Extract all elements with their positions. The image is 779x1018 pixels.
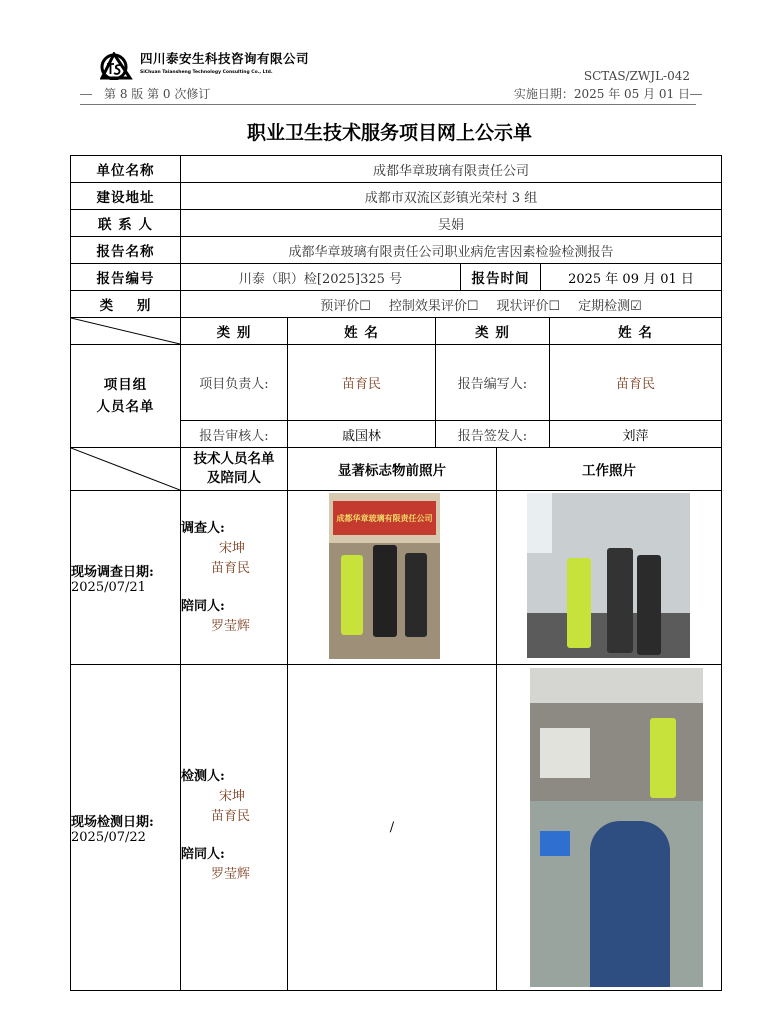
report-name-label: 报告名称 <box>70 236 181 264</box>
investigator: 宋坤 <box>219 541 246 556</box>
detect-staff-cell <box>180 664 288 991</box>
contact-value: 吴娟 <box>180 209 722 237</box>
leader-label: 项目负责人: <box>180 344 288 421</box>
category-options <box>180 290 722 318</box>
person <box>637 555 661 655</box>
category-pre-evaluation[interactable]: 预评价☐ <box>320 298 371 314</box>
sign-photo-header: 显著标志物前照片 <box>287 447 497 491</box>
detect-date-cell <box>70 664 181 991</box>
diagonal-cell <box>70 317 181 345</box>
category-label: 类 别 <box>70 290 181 318</box>
reviewer-label: 报告审核人: <box>180 420 288 448</box>
signer-label: 报告签发人: <box>435 420 550 448</box>
category-control-effect[interactable]: 控制效果评价☐ <box>388 298 479 314</box>
survey-date-label: 现场调查日期: <box>71 564 154 580</box>
work-photo <box>527 493 690 658</box>
signer-name: 刘萍 <box>549 420 722 448</box>
staff-col-header: 技术人员名单 及陪同人 <box>180 447 288 491</box>
detector: 宋坤 <box>219 789 246 804</box>
contact-label: 联 系 人 <box>70 209 181 237</box>
investigator: 苗育民 <box>211 561 251 576</box>
unit-value: 成都华章玻璃有限责任公司 <box>180 155 722 183</box>
report-name-value: 成都华章玻璃有限责任公司职业病危害因素检验检测报告 <box>180 236 722 264</box>
person <box>607 548 633 653</box>
report-time-value: 2025 年 09 月 01 日 <box>540 263 722 291</box>
company-sign: 成都华章玻璃有限责任公司 <box>333 501 436 535</box>
report-no-label: 报告编号 <box>70 263 181 291</box>
address-label: 建设地址 <box>70 182 181 210</box>
sign-photo <box>329 493 440 659</box>
accompany-label: 陪同人: <box>181 847 225 862</box>
address-value: 成都市双流区彭镇光荣村 3 组 <box>180 182 722 210</box>
document-code: SCTAS/ZWJL-042 <box>583 69 690 83</box>
company-name: 四川泰安生科技咨询有限公司 <box>140 51 310 66</box>
detector: 苗育民 <box>211 809 251 824</box>
category-periodic-detection[interactable]: 定期检测☑ <box>578 298 642 314</box>
person <box>341 555 363 635</box>
category-status-evaluation[interactable]: 现状评价☐ <box>496 298 561 314</box>
survey-staff-cell <box>180 490 288 665</box>
team-col-name: 姓 名 <box>549 317 722 345</box>
team-col-type: 类 别 <box>435 317 550 345</box>
accompany-person: 罗莹辉 <box>211 619 251 634</box>
person <box>373 545 397 637</box>
company-english-name: SiChuan Taiansheng Technology Consulting Co., Ltd. <box>140 70 273 75</box>
report-no-value: 川泰（职）检[2025]325 号 <box>180 263 461 291</box>
detect-sign-photo-cell: / <box>287 664 497 991</box>
detector-device <box>540 831 570 856</box>
survey-date-cell <box>70 490 181 665</box>
survey-date: 2025/07/21 <box>71 579 146 595</box>
leader-name: 苗育民 <box>287 344 436 421</box>
detect-work-photo-cell <box>496 664 722 991</box>
diagonal-cell <box>70 447 181 491</box>
work-photo-cell <box>496 490 722 665</box>
writer-name: 苗育民 <box>549 344 722 421</box>
investigator-label: 调查人: <box>181 521 225 536</box>
person <box>405 553 427 637</box>
header-divider <box>80 104 696 105</box>
detect-date: 2025/07/22 <box>71 829 146 845</box>
page-title: 职业卫生技术服务项目网上公示单 <box>246 122 532 144</box>
work-photo <box>530 668 703 801</box>
version: 第 8 版 第 0 次修订 <box>104 87 211 101</box>
unit-label: 单位名称 <box>70 155 181 183</box>
writer-label: 报告编写人: <box>435 344 550 421</box>
divider <box>80 94 92 95</box>
accompany-person: 罗莹辉 <box>211 867 251 882</box>
person <box>650 718 676 798</box>
report-time-label: 报告时间 <box>460 263 541 291</box>
detector-label: 检测人: <box>181 769 225 784</box>
team-label: 项目组 人员名单 <box>70 344 181 448</box>
divider <box>690 94 702 95</box>
detect-date-label: 现场检测日期: <box>71 814 154 830</box>
accompany-label: 陪同人: <box>181 599 225 614</box>
reviewer-name: 戚国林 <box>287 420 436 448</box>
work-photo-header: 工作照片 <box>496 447 722 491</box>
person <box>590 821 670 987</box>
person <box>567 558 591 648</box>
team-col-name: 姓 名 <box>287 317 436 345</box>
work-photo <box>530 801 703 987</box>
team-col-type: 类 别 <box>180 317 288 345</box>
effective-date: 实施日期：2025 年 05 月 01 日 <box>513 87 690 101</box>
company-logo <box>100 52 136 80</box>
sign-photo-cell <box>287 490 497 665</box>
